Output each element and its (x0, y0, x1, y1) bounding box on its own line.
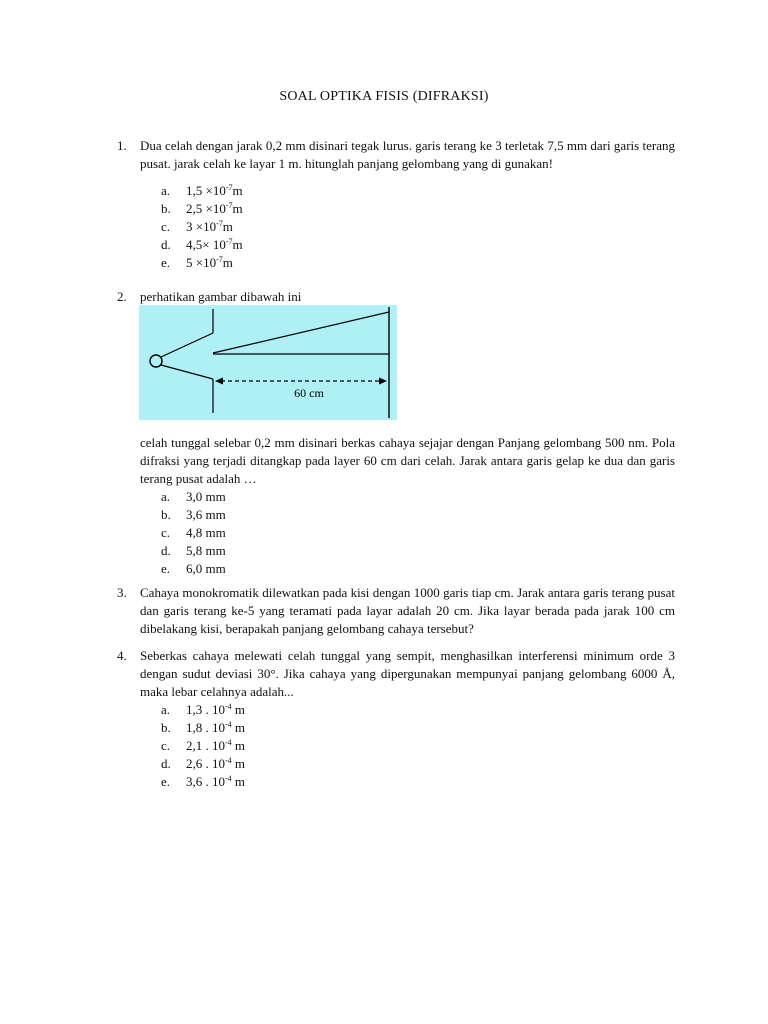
option-exponent: -4 (225, 756, 232, 765)
option-text: 5,8 mm (186, 543, 226, 558)
option-base: 3,6 . 10 (186, 774, 225, 789)
option-base: 4,5× 10 (186, 237, 226, 252)
option-base: 1,8 . 10 (186, 720, 225, 735)
option-label: a. (161, 702, 171, 717)
option-list (161, 182, 675, 272)
option-label: b. (161, 201, 171, 216)
option-base: 2,5 ×10 (186, 201, 226, 216)
question-4 (117, 647, 675, 791)
option-text: 3,6 mm (186, 507, 226, 522)
option-a (161, 701, 675, 719)
option-unit: m (231, 738, 246, 753)
page-title: SOAL OPTIKA FISIS (DIFRAKSI) (279, 89, 489, 104)
option-unit: m (231, 774, 246, 789)
option-e (161, 560, 675, 578)
option-exponent: -7 (225, 183, 233, 192)
option-label: c. (161, 525, 171, 540)
option-d (161, 236, 675, 254)
option-unit: m (222, 255, 233, 270)
option-exponent: -7 (225, 201, 233, 210)
option-label: b. (161, 507, 171, 522)
figure-background (139, 305, 397, 420)
option-base: 2,6 . 10 (186, 756, 225, 771)
option-base: 3 ×10 (186, 219, 217, 234)
option-label: e. (161, 255, 171, 270)
option-d (161, 542, 675, 560)
question-intro: perhatikan gambar dibawah ini (140, 289, 302, 304)
option-c (161, 524, 675, 542)
option-unit: m (232, 201, 243, 216)
option-label: e. (161, 561, 171, 576)
option-b (161, 719, 675, 737)
option-base: 5 ×10 (186, 255, 217, 270)
question-number: 4. (117, 648, 127, 663)
option-list (161, 488, 675, 578)
question-number: 2. (117, 289, 127, 304)
question-text: Dua celah dengan jarak 0,2 mm disinari tegak lurus. garis terang ke 3 terletak 7,5 mm dari garis terang pusat. jarak celah ke layar 1 m. hitunglah panjang gelombang yang di gunakan! (140, 138, 675, 171)
option-label: b. (161, 720, 171, 735)
option-b (161, 506, 675, 524)
option-list (161, 701, 675, 791)
option-exponent: -7 (216, 255, 223, 264)
option-label: e. (161, 774, 171, 789)
question-1 (117, 137, 675, 272)
option-exponent: -4 (225, 774, 232, 783)
option-unit: m (232, 237, 243, 252)
option-label: c. (161, 738, 171, 753)
option-text: 6,0 mm (186, 561, 226, 576)
question-number: 3. (117, 585, 127, 600)
option-a (161, 182, 675, 200)
option-unit: m (222, 219, 233, 234)
option-label: c. (161, 219, 171, 234)
question-2 (117, 288, 675, 306)
option-label: d. (161, 237, 171, 252)
option-exponent: -7 (225, 237, 233, 246)
option-base: 1,3 . 10 (186, 702, 225, 717)
option-base: 1,5 ×10 (186, 183, 226, 198)
option-d (161, 755, 675, 773)
option-label: d. (161, 543, 171, 558)
question-text: celah tunggal selebar 0,2 mm disinari berkas cahaya sejajar dengan Panjang gelombang 500 nm. Pola difraksi yang terjadi ditangkap pada layer 60 cm dari celah. Jarak antara garis gelap ke dua dan garis terang pusat adalah … (140, 435, 675, 486)
option-unit: m (231, 756, 246, 771)
question-3 (117, 584, 675, 638)
option-c (161, 737, 675, 755)
question-text: Seberkas cahaya melewati celah tunggal yang sempit, menghasilkan interferensi minimum orde 3 dengan sudut deviasi 30°. Jika cahaya yang dipergunakan mempunyai panjang gelombang 6000 Å, maka lebar celahnya adalah... (140, 648, 675, 699)
option-text: 3,0 mm (186, 489, 226, 504)
option-label: d. (161, 756, 171, 771)
option-text: 4,8 mm (186, 525, 226, 540)
option-unit: m (231, 702, 246, 717)
option-base: 2,1 . 10 (186, 738, 225, 753)
option-b (161, 200, 675, 218)
option-exponent: -4 (225, 720, 232, 729)
distance-label: 60 cm (294, 386, 324, 400)
option-unit: m (231, 720, 246, 735)
option-exponent: -4 (225, 738, 232, 747)
option-exponent: -7 (216, 219, 223, 228)
option-e (161, 773, 675, 791)
question-number: 1. (117, 138, 127, 153)
option-label: a. (161, 183, 171, 198)
option-a (161, 488, 675, 506)
option-exponent: -4 (225, 702, 232, 711)
option-unit: m (232, 183, 243, 198)
option-e (161, 254, 675, 272)
diffraction-figure (139, 305, 397, 420)
option-label: a. (161, 489, 171, 504)
question-2-body (117, 434, 675, 578)
option-c (161, 218, 675, 236)
question-text: Cahaya monokromatik dilewatkan pada kisi dengan 1000 garis tiap cm. Jarak antara garis terang pusat dan garis terang ke-5 yang teramati pada layar adalah 20 cm. Jika layar berada pada jarak 100 cm dibelakang kisi, berapakah panjang gelombang cahaya tersebut? (140, 585, 675, 636)
